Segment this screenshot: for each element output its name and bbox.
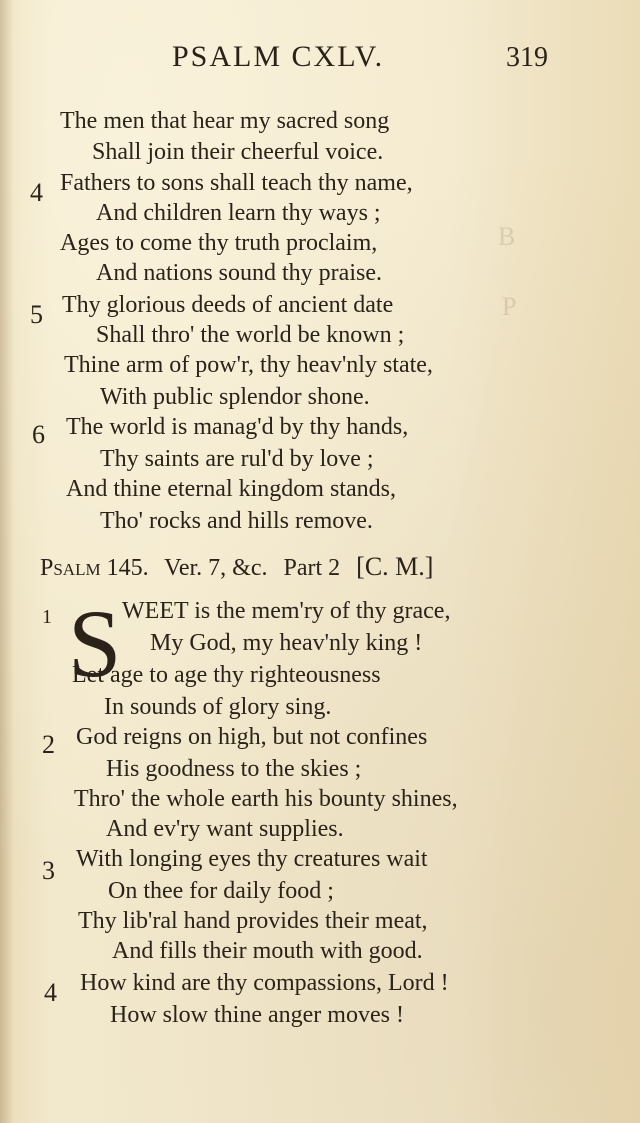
verse-line: With longing eyes thy creatures wait (76, 846, 428, 872)
verse-line: And thine eternal kingdom stands, (66, 476, 396, 502)
page-number: 319 (506, 42, 548, 73)
drop-cap: S (68, 590, 122, 697)
verse-line: In sounds of glory sing. (104, 694, 332, 720)
verse-line: Thy lib'ral hand provides their meat, (78, 908, 428, 934)
verse-line: Fathers to sons shall teach thy name, (60, 170, 413, 196)
verse-line: How slow thine anger moves ! (110, 1002, 404, 1028)
verse-line: My God, my heav'nly king ! (150, 630, 423, 656)
verse-line: Shall join their cheerful voice. (92, 139, 384, 165)
verse-number: 4 (30, 178, 43, 207)
verse-number: 6 (32, 420, 45, 449)
page-header (0, 40, 640, 80)
verse-line: The men that hear my sacred song (60, 108, 390, 134)
verse-line: The world is manag'd by thy hands, (66, 414, 409, 440)
part-label: Part 2 (283, 555, 341, 581)
verse-line: Ages to come thy truth proclaim, (60, 230, 378, 256)
verse-line: His goodness to the skies ; (106, 756, 362, 782)
verse-line: Thy saints are rul'd by love ; (100, 446, 374, 472)
verse-line: With public splendor shone. (100, 384, 370, 410)
verse-line: Thine arm of pow'r, thy heav'nly state, (64, 352, 433, 378)
verse-line: Thro' the whole earth his bounty shines, (74, 786, 458, 812)
bleed-through-mark: P (502, 292, 517, 321)
verse-number: 2 (42, 730, 55, 759)
verse-line: How kind are thy compassions, Lord ! (80, 970, 449, 996)
verse-line: Shall thro' the world be known ; (96, 322, 405, 348)
verse-line: And ev'ry want supplies. (106, 816, 344, 842)
verse-line: On thee for daily food ; (108, 878, 334, 904)
verse-line: And children learn thy ways ; (96, 200, 381, 226)
bleed-through-mark: B (498, 222, 516, 251)
verse-line: Thy glorious deeds of ancient date (62, 292, 394, 318)
section-heading (40, 552, 443, 582)
verse-number: 3 (42, 856, 55, 885)
verse-number: 1 (42, 606, 52, 628)
verse-number: 4 (44, 978, 57, 1007)
page-edge-shadow (0, 0, 14, 1123)
verse-line: And nations sound thy praise. (96, 260, 382, 286)
verse-line: Let age to age thy righteousness (72, 662, 381, 688)
meter-label: [C. M.] (356, 552, 434, 581)
verse-reference: Ver. 7, &c. (164, 555, 268, 581)
psalm-reference: Psalm 145. (40, 555, 149, 581)
running-head: PSALM CXLV. (172, 40, 385, 73)
verse-line: WEET is the mem'ry of thy grace, (122, 598, 451, 624)
verse-line: Tho' rocks and hills remove. (100, 508, 373, 534)
verse-line: God reigns on high, but not confines (76, 724, 428, 750)
verse-line: And fills their mouth with good. (112, 938, 423, 964)
verse-number: 5 (30, 300, 43, 329)
